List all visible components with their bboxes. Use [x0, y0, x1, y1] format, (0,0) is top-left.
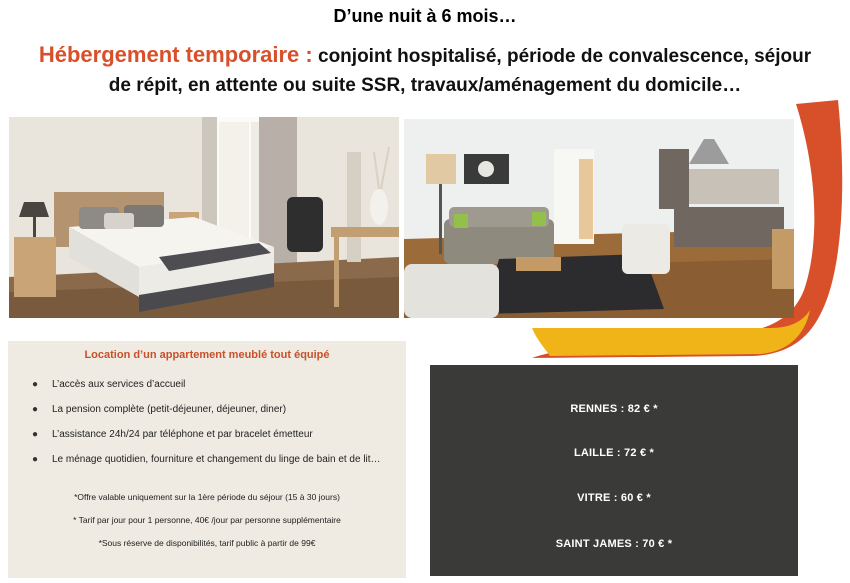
headline-accent: Hébergement temporaire : — [38, 42, 313, 67]
info-panel — [8, 341, 406, 578]
footnote: *Sous réserve de disponibilités, tarif public à partir de 99€ — [98, 538, 316, 548]
bullet-icon: ● — [32, 454, 39, 465]
list-item — [30, 453, 390, 466]
list-item — [30, 378, 390, 391]
feature-text: L’assistance 24h/24 par téléphone et par bracelet émetteur — [52, 429, 313, 440]
living-room-photo — [404, 119, 794, 318]
footnote: * Tarif par jour pour 1 personne, 40€ /jour par personne supplémentaire — [73, 515, 341, 525]
info-title: Location d’un appartement meublé tout équipé — [84, 349, 330, 361]
headline-line2: de répit, en attente ou suite SSR, travaux/aménagement du domicile… — [108, 75, 742, 96]
bullet-icon: ● — [32, 379, 39, 390]
feature-text: La pension complète (petit-déjeuner, déjeuner, diner) — [52, 404, 287, 415]
list-item — [30, 403, 390, 416]
headline-line1: conjoint hospitalisé, période de convalescence, séjour — [312, 46, 812, 67]
bullet-icon: ● — [32, 404, 39, 415]
price-rennes: RENNES : 82 € * — [570, 403, 658, 415]
price-saint-james: SAINT JAMES : 70 € * — [555, 538, 673, 550]
bullet-icon: ● — [32, 429, 39, 440]
list-item — [30, 428, 390, 441]
feature-list — [30, 378, 390, 478]
page-subtitle: D’une nuit à 6 mois… — [333, 6, 517, 26]
bedroom-photo — [9, 117, 399, 318]
price-panel — [430, 365, 798, 576]
feature-text: Le ménage quotidien, fourniture et changement du linge de bain et de lit… — [52, 454, 381, 465]
price-vitre: VITRE : 60 € * — [577, 492, 651, 504]
feature-text: L’accès aux services d’accueil — [52, 379, 186, 390]
footnote: *Offre valable uniquement sur la 1ère période du séjour (15 à 30 jours) — [74, 492, 340, 502]
footnotes — [8, 492, 406, 561]
headline — [20, 40, 830, 100]
price-laille: LAILLE : 72 € * — [573, 447, 655, 459]
